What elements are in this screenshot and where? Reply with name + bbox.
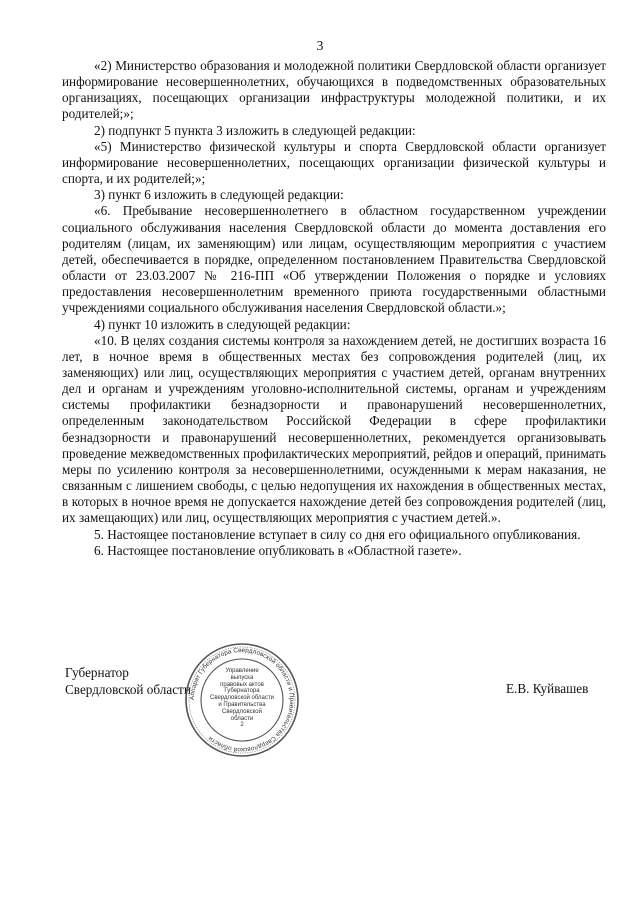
paragraph-effective-date: 5. Настоящее постановление вступает в силу со дня его официального опубликования.	[94, 526, 581, 542]
paragraph-amend-clause-10: 4) пункт 10 изложить в следующей редакции:	[94, 316, 351, 332]
stamp-ring-text: Аппарат Губернатора Свердловской области и Правительства Свердловской области	[188, 646, 296, 754]
paragraph-ministry-sport: «5) Министерство физической культуры и спорта Свердловской области организует информирование несовершеннолетних, посещающих организации физической культуры и спорта, и их родителей;»;	[62, 138, 606, 187]
signatory-title-line1: Губернатор	[65, 665, 129, 680]
signatory-title-line2: Свердловской области	[65, 681, 191, 697]
document-body	[62, 58, 606, 559]
signatory-name: Е.В. Куйвашев	[506, 681, 589, 696]
signatory-title	[65, 665, 191, 698]
paragraph-ministry-education: «2) Министерство образования и молодежной политики Свердловской области организует информирование несовершеннолетних, обучающихся в подведомственных образовательных организациях, посещающих организации инфраструктуры молодежной политики, и их родителей;»;	[62, 58, 606, 122]
stamp-center-text: Управление выпуска правовых актов Губернатора Свердловской области и Правительства Свердловской области 2	[209, 668, 274, 729]
paragraph-amend-clause-6: 3) пункт 6 изложить в следующей редакции:	[94, 187, 344, 203]
page-number: 3	[316, 38, 324, 53]
paragraph-amend-subclause-5: 2) подпункт 5 пункта 3 изложить в следующей редакции:	[94, 122, 416, 138]
paragraph-clause-6-text: «6. Пребывание несовершеннолетнего в областном государственном учреждении социального обслуживания населения Свердловской области до момента доставления его родителям (лицам, их заменяющим) или лицам, осуществляющим мероприятия с участием детей, обеспечивается в порядке, определенном постановлением Правительства Свердловской области от 23.03.2007 № 216-ПП «Об утверждении Положения о порядке и условиях предоставления несовершеннолетним временного приюта государственными областными учреждениями социального обслуживания населения Свердловской области.»;	[62, 203, 606, 316]
paragraph-publication: 6. Настоящее постановление опубликовать в «Областной газете».	[94, 542, 462, 558]
official-stamp	[184, 642, 300, 758]
paragraph-clause-10-text: «10. В целях создания системы контроля за нахождением детей, не достигших возраста 16 лет, в ночное время в общественных местах без сопровождения родителей (лиц, их заменяющих) или лиц, осуществляющих мероприятия с участием детей, органам внутренних дел и органам и учреждениям уголовно-исполнительной системы, органам и учреждениям системы профилактики безнадзорности и правонарушений несовершеннолетних, определенным законодательством Российской Федерации в сфере профилактики безнадзорности и правонарушений несовершеннолетних, рекомендуется организовывать проведение межведомственных профилактических мероприятий, рейдов и операций, принимать меры по усилению контроля за несовершеннолетними, осужденными к мерам наказания, не связанным с лишением свободы, с целью недопущения их нахождения в общественных местах, в которых в ночное время не допускается нахождение детей без сопровождения родителей (лиц, их замещающих) или лиц, осуществляющих мероприятия с участием детей.».	[62, 332, 606, 526]
